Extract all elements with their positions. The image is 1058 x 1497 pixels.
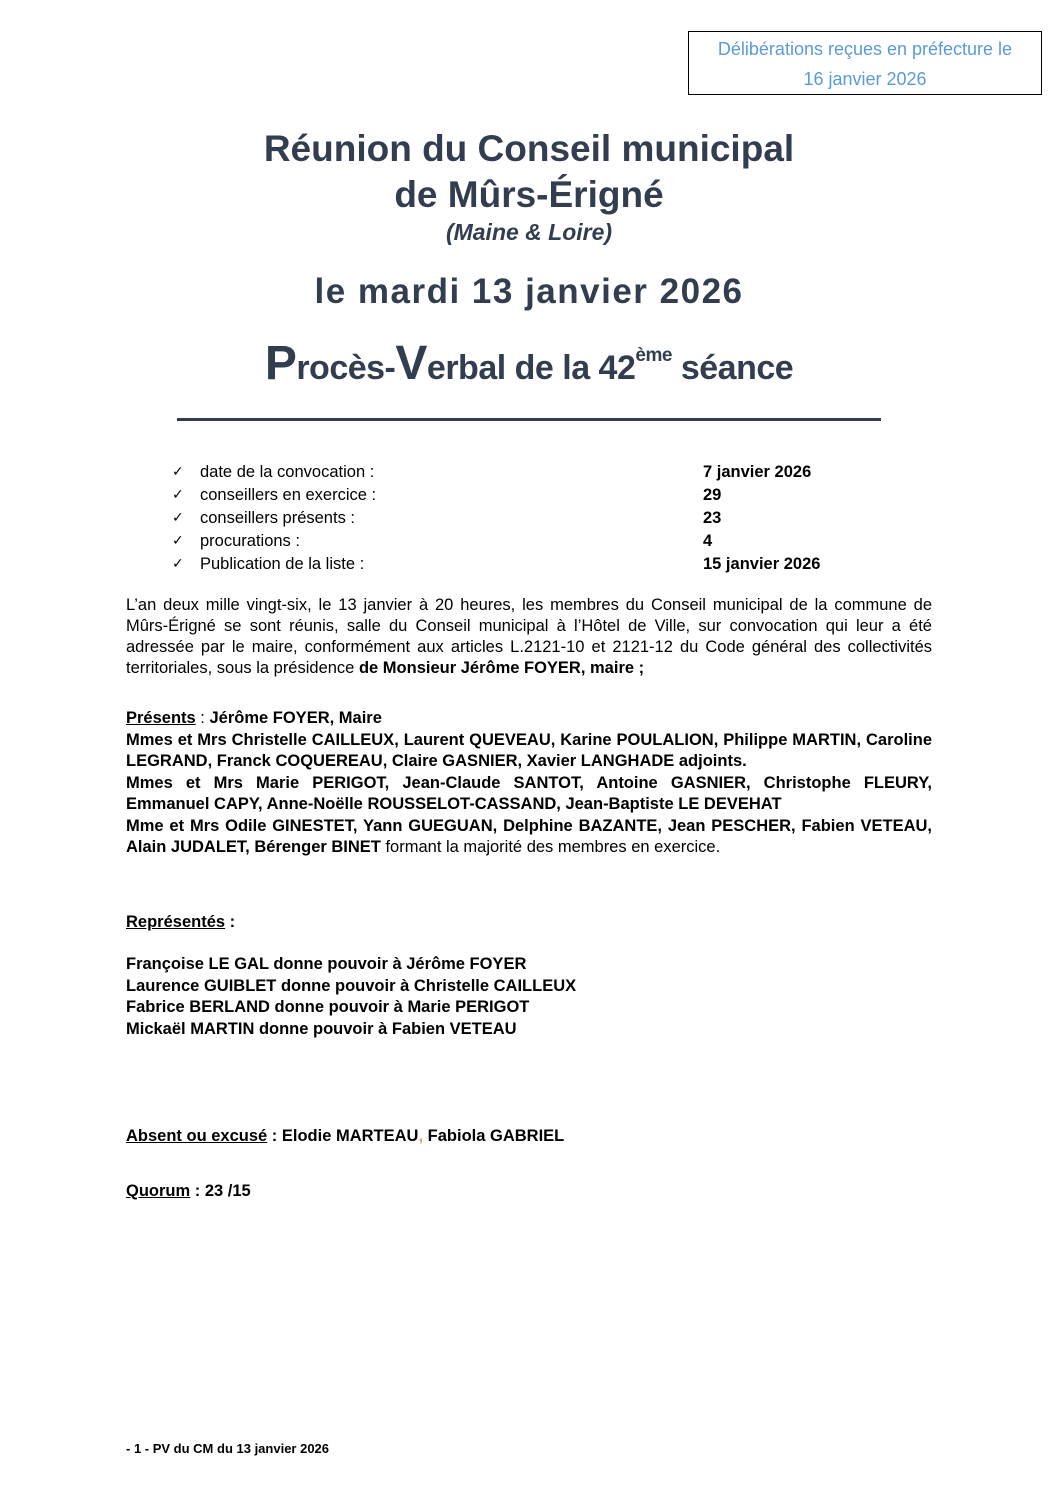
page-subtitle: (Maine & Loire): [445, 219, 613, 245]
proxy-text: Françoise LE GAL donne pouvoir à Jérôme FOYER: [126, 955, 527, 973]
presents-sep: :: [195, 709, 210, 727]
pv-title: [0, 336, 1058, 391]
title-divider: [177, 418, 881, 421]
checkmark-icon: ✓: [172, 533, 184, 549]
fact-label: conseillers en exercice :: [200, 486, 377, 504]
fact-row: [172, 484, 872, 507]
representes-section: [126, 912, 932, 934]
fact-row: [172, 461, 872, 484]
fact-value: 7 janvier 2026: [703, 463, 812, 481]
pv-text-1: rocès-: [296, 349, 396, 387]
fact-label: Publication de la liste :: [200, 555, 365, 573]
facts-list: [172, 461, 872, 576]
quorum-label: Quorum: [126, 1182, 191, 1200]
proxy-item: [126, 1019, 932, 1041]
group-2-list: Mmes et Mrs Marie PERIGOT, Jean-Claude SANTOT, Antoine GASNIER, Christophe FLEURY, Emmanuel CAPY, Anne-Noëlle ROUSSELOT-CASSAND, Jean-Baptiste LE DEVEHAT: [126, 773, 932, 813]
checkmark-icon: ✓: [172, 464, 184, 480]
meeting-date: le mardi 13 janvier 2026: [314, 272, 744, 311]
pv-initial-v: V: [395, 337, 427, 390]
absent-label: Absent ou excusé: [126, 1127, 268, 1145]
presents-maire: Jérôme FOYER, Maire: [209, 709, 382, 727]
presents-section: [126, 708, 932, 859]
presents-adjoints: [126, 730, 932, 773]
proxy-item: [126, 997, 932, 1019]
fact-label: date de la convocation :: [200, 463, 375, 481]
proxy-item: [126, 954, 932, 976]
representes-sep: :: [225, 913, 236, 931]
fact-value: 29: [703, 486, 722, 504]
proxy-text: Laurence GUIBLET donne pouvoir à Christelle CAILLEUX: [126, 976, 577, 995]
fact-label: conseillers présents :: [200, 509, 355, 527]
representes-label: Représentés: [126, 913, 226, 931]
intro-president: de Monsieur Jérôme FOYER, maire ;: [358, 659, 645, 677]
pv-text-2: erbal de la 42: [426, 349, 636, 387]
intro-text: L’an deux mille vingt-six, le 13 janvier à 20 heures, les membres du Conseil municipal de la commune de Mûrs-Érigné se sont réunis, salle du Conseil municipal à l’Hôtel de Ville, sur convocation qui leur a été adressée par le maire, conformément aux articles L.2121-10 et 2121-12 du Code général des collectivités territoriales, sous la présidence: [126, 596, 932, 677]
representes-heading: [126, 912, 932, 934]
presents-label: Présents: [126, 709, 196, 727]
fact-label: procurations :: [200, 532, 300, 550]
fact-row: [172, 507, 872, 530]
proxy-item: [126, 976, 932, 998]
quorum-value: : 23 /15: [190, 1182, 251, 1200]
absent-section: [126, 1126, 932, 1148]
title-block: [0, 126, 1058, 246]
absent-name-2: Fabiola GABRIEL: [423, 1127, 565, 1145]
presents-group-3: [126, 816, 932, 859]
fact-row: [172, 553, 872, 576]
group-3-end: formant la majorité des membres en exercice.: [380, 838, 721, 856]
checkmark-icon: ✓: [172, 487, 184, 503]
checkmark-icon: ✓: [172, 510, 184, 526]
stamp-line-2: 16 janvier 2026: [803, 69, 927, 89]
absent-comma: ,: [418, 1127, 424, 1145]
stamp-line-1: Délibérations reçues en préfecture le: [717, 39, 1013, 59]
quorum-section: [126, 1181, 932, 1203]
proxy-text: Mickaël MARTIN donne pouvoir à Fabien VETEAU: [126, 1019, 517, 1038]
adjoints-list: Mmes et Mrs Christelle CAILLEUX, Laurent QUEVEAU, Karine POULALION, Philippe MARTIN, Caroline LEGRAND, Franck COQUEREAU, Claire GASNIER, Xavier LANGHADE adjoints.: [126, 730, 932, 770]
presents-group-2: [126, 773, 932, 816]
prefecture-stamp: [688, 31, 1042, 95]
fact-row: [172, 530, 872, 553]
pv-text-3: séance: [671, 349, 794, 387]
proxy-text: Fabrice BERLAND donne pouvoir à Marie PERIGOT: [126, 998, 530, 1016]
pv-superscript: ème: [635, 345, 672, 366]
group-3-list: Mme et Mrs Odile GINESTET, Yann GUEGUAN, Delphine BAZANTE, Jean PESCHER, Fabien VETEAU, Alain JUDALET, Bérenger BINET: [126, 816, 932, 856]
page-footer: - 1 - PV du CM du 13 janvier 2026: [126, 1441, 330, 1456]
fact-value: 15 janvier 2026: [703, 555, 821, 573]
fact-value: 23: [703, 509, 722, 527]
checkmark-icon: ✓: [172, 556, 184, 572]
page-title-line-1: Réunion du Conseil municipal: [263, 128, 795, 169]
page-title-line-2: de Mûrs-Érigné: [394, 174, 664, 215]
fact-value: 4: [703, 532, 713, 550]
presents-heading: [126, 708, 932, 730]
absent-sep: :: [267, 1127, 282, 1145]
intro-paragraph: [126, 595, 932, 679]
absent-name-1: Elodie MARTEAU: [281, 1127, 419, 1145]
pv-initial-p: P: [264, 337, 297, 390]
proxy-list: [126, 954, 932, 1040]
